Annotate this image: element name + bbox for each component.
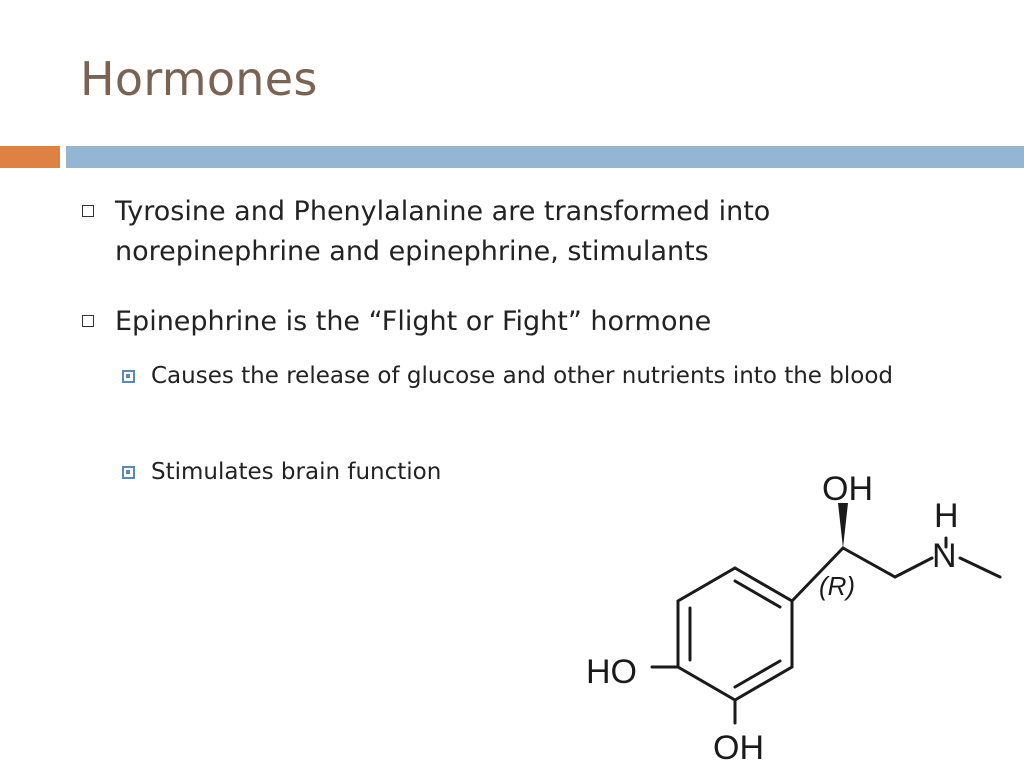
nh-h-label: H (934, 497, 959, 535)
bullet-text: Epinephrine is the “Flight or Fight” hormone (115, 306, 712, 337)
bullet-text: Tyrosine and Phenylalanine are transformed into norepinephrine and epinephrine, stimulants (115, 196, 771, 267)
bond (960, 558, 1000, 577)
oh-top-label: OH (822, 470, 873, 508)
ho-left-label: HO (586, 653, 637, 691)
nh-n-label: N (932, 537, 957, 575)
hollow-square-bullet-icon (82, 315, 94, 327)
bond (895, 558, 932, 577)
ring-double-bond (735, 581, 780, 607)
slide-title: Hormones (80, 52, 318, 106)
sub-bullet-item (122, 358, 942, 395)
oh-bottom-label: OH (713, 729, 764, 767)
stereo-label: (R) (819, 571, 856, 601)
sub-bullet-text: Causes the release of glucose and other nutrients into the blood (151, 363, 893, 389)
epinephrine-structure-diagram (560, 455, 1024, 768)
filled-square-bullet-icon (122, 466, 135, 479)
wedge-bond (838, 503, 848, 548)
title-accent-bar-orange (0, 146, 60, 168)
bullet-item (82, 302, 942, 342)
sub-bullet-text: Stimulates brain function (151, 459, 442, 485)
title-accent-bar-blue (66, 146, 1024, 168)
benzene-ring (678, 568, 792, 700)
filled-square-bullet-icon (122, 370, 135, 383)
ring-double-bond (735, 661, 780, 687)
bullet-item (82, 192, 942, 272)
hollow-square-bullet-icon (82, 205, 94, 217)
